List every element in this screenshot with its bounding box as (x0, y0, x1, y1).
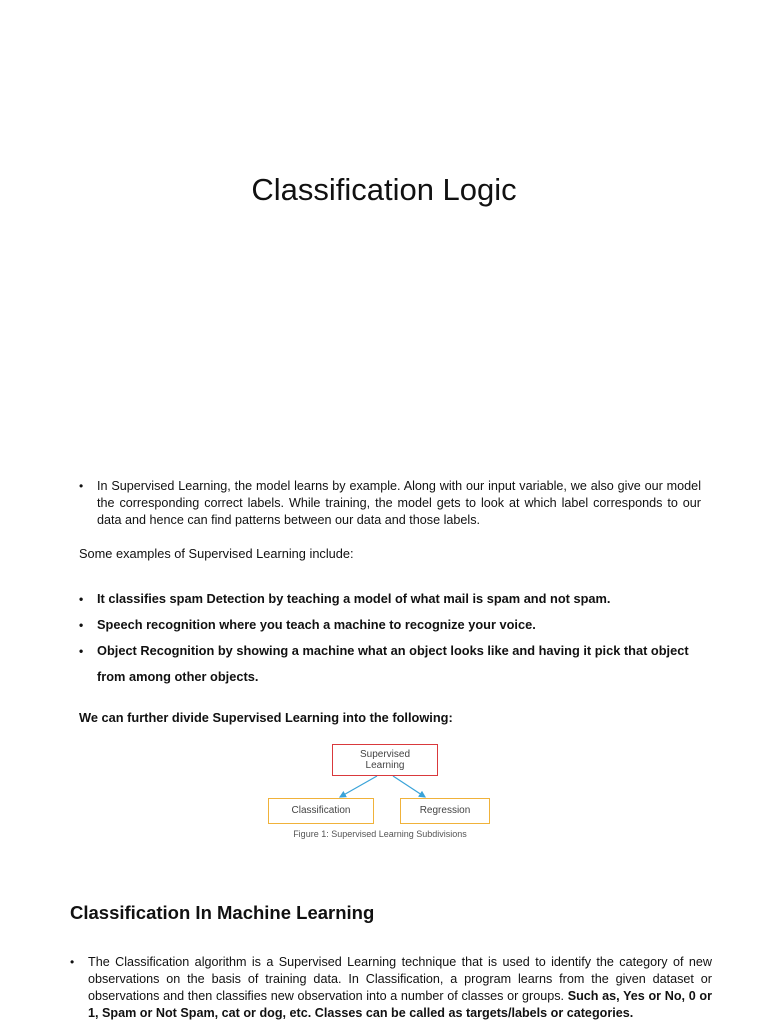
bullet-icon: • (79, 479, 84, 493)
root-label-line1: Supervised (359, 749, 411, 760)
arrow-to-classification (340, 776, 377, 797)
figure-caption: Figure 1: Supervised Learning Subdivisions (293, 829, 467, 839)
regression-box: Regression (400, 798, 490, 824)
classification-text: The Classification algorithm is a Supervised Learning technique that is used to identify the category of new observations on the basis of training data. In Classification, a program learns from the given dataset or observations and then classifies new observation into a number of classes or groups. (88, 955, 712, 1003)
bullet-icon: • (79, 618, 84, 632)
root-label-line2: Learning (365, 760, 405, 771)
classification-list (70, 954, 712, 1022)
example-text: It classifies spam Detection by teaching a model of what mail is spam and not spam. (97, 591, 611, 606)
classification-bold-text: Such as, Yes or No, 0 or 1, Spam or Not Spam, cat or dog, etc. Classes can be called as targets/labels or categories. (88, 989, 712, 1020)
supervised-learning-figure (262, 740, 498, 844)
list-item (79, 586, 701, 612)
bullet-icon: • (70, 955, 75, 969)
page-title: Classification Logic (251, 172, 517, 207)
list-item (79, 612, 701, 638)
classification-box: Classification (268, 798, 374, 824)
arrow-to-regression (393, 776, 425, 797)
classification-heading: Classification In Machine Learning (70, 902, 375, 923)
intro-list (79, 478, 701, 529)
examples-heading: Some examples of Supervised Learning include: (79, 546, 354, 561)
divide-heading: We can further divide Supervised Learning into the following: (79, 710, 453, 725)
supervised-learning-box (332, 744, 438, 776)
list-item (70, 954, 712, 1022)
list-item (79, 638, 701, 690)
bullet-icon: • (79, 592, 84, 606)
example-text: Speech recognition where you teach a machine to recognize your voice. (97, 617, 536, 632)
bullet-icon: • (79, 644, 84, 658)
intro-text: In Supervised Learning, the model learns by example. Along with our input variable, we also give our model the corresponding correct labels. While training, the model gets to look at which label corresponds to our data and hence can find patterns between our data and those labels. (97, 479, 701, 527)
examples-list (79, 586, 701, 690)
list-item (79, 478, 701, 529)
example-text: Object Recognition by showing a machine what an object looks like and having it pick that object from among other objects. (97, 643, 689, 684)
